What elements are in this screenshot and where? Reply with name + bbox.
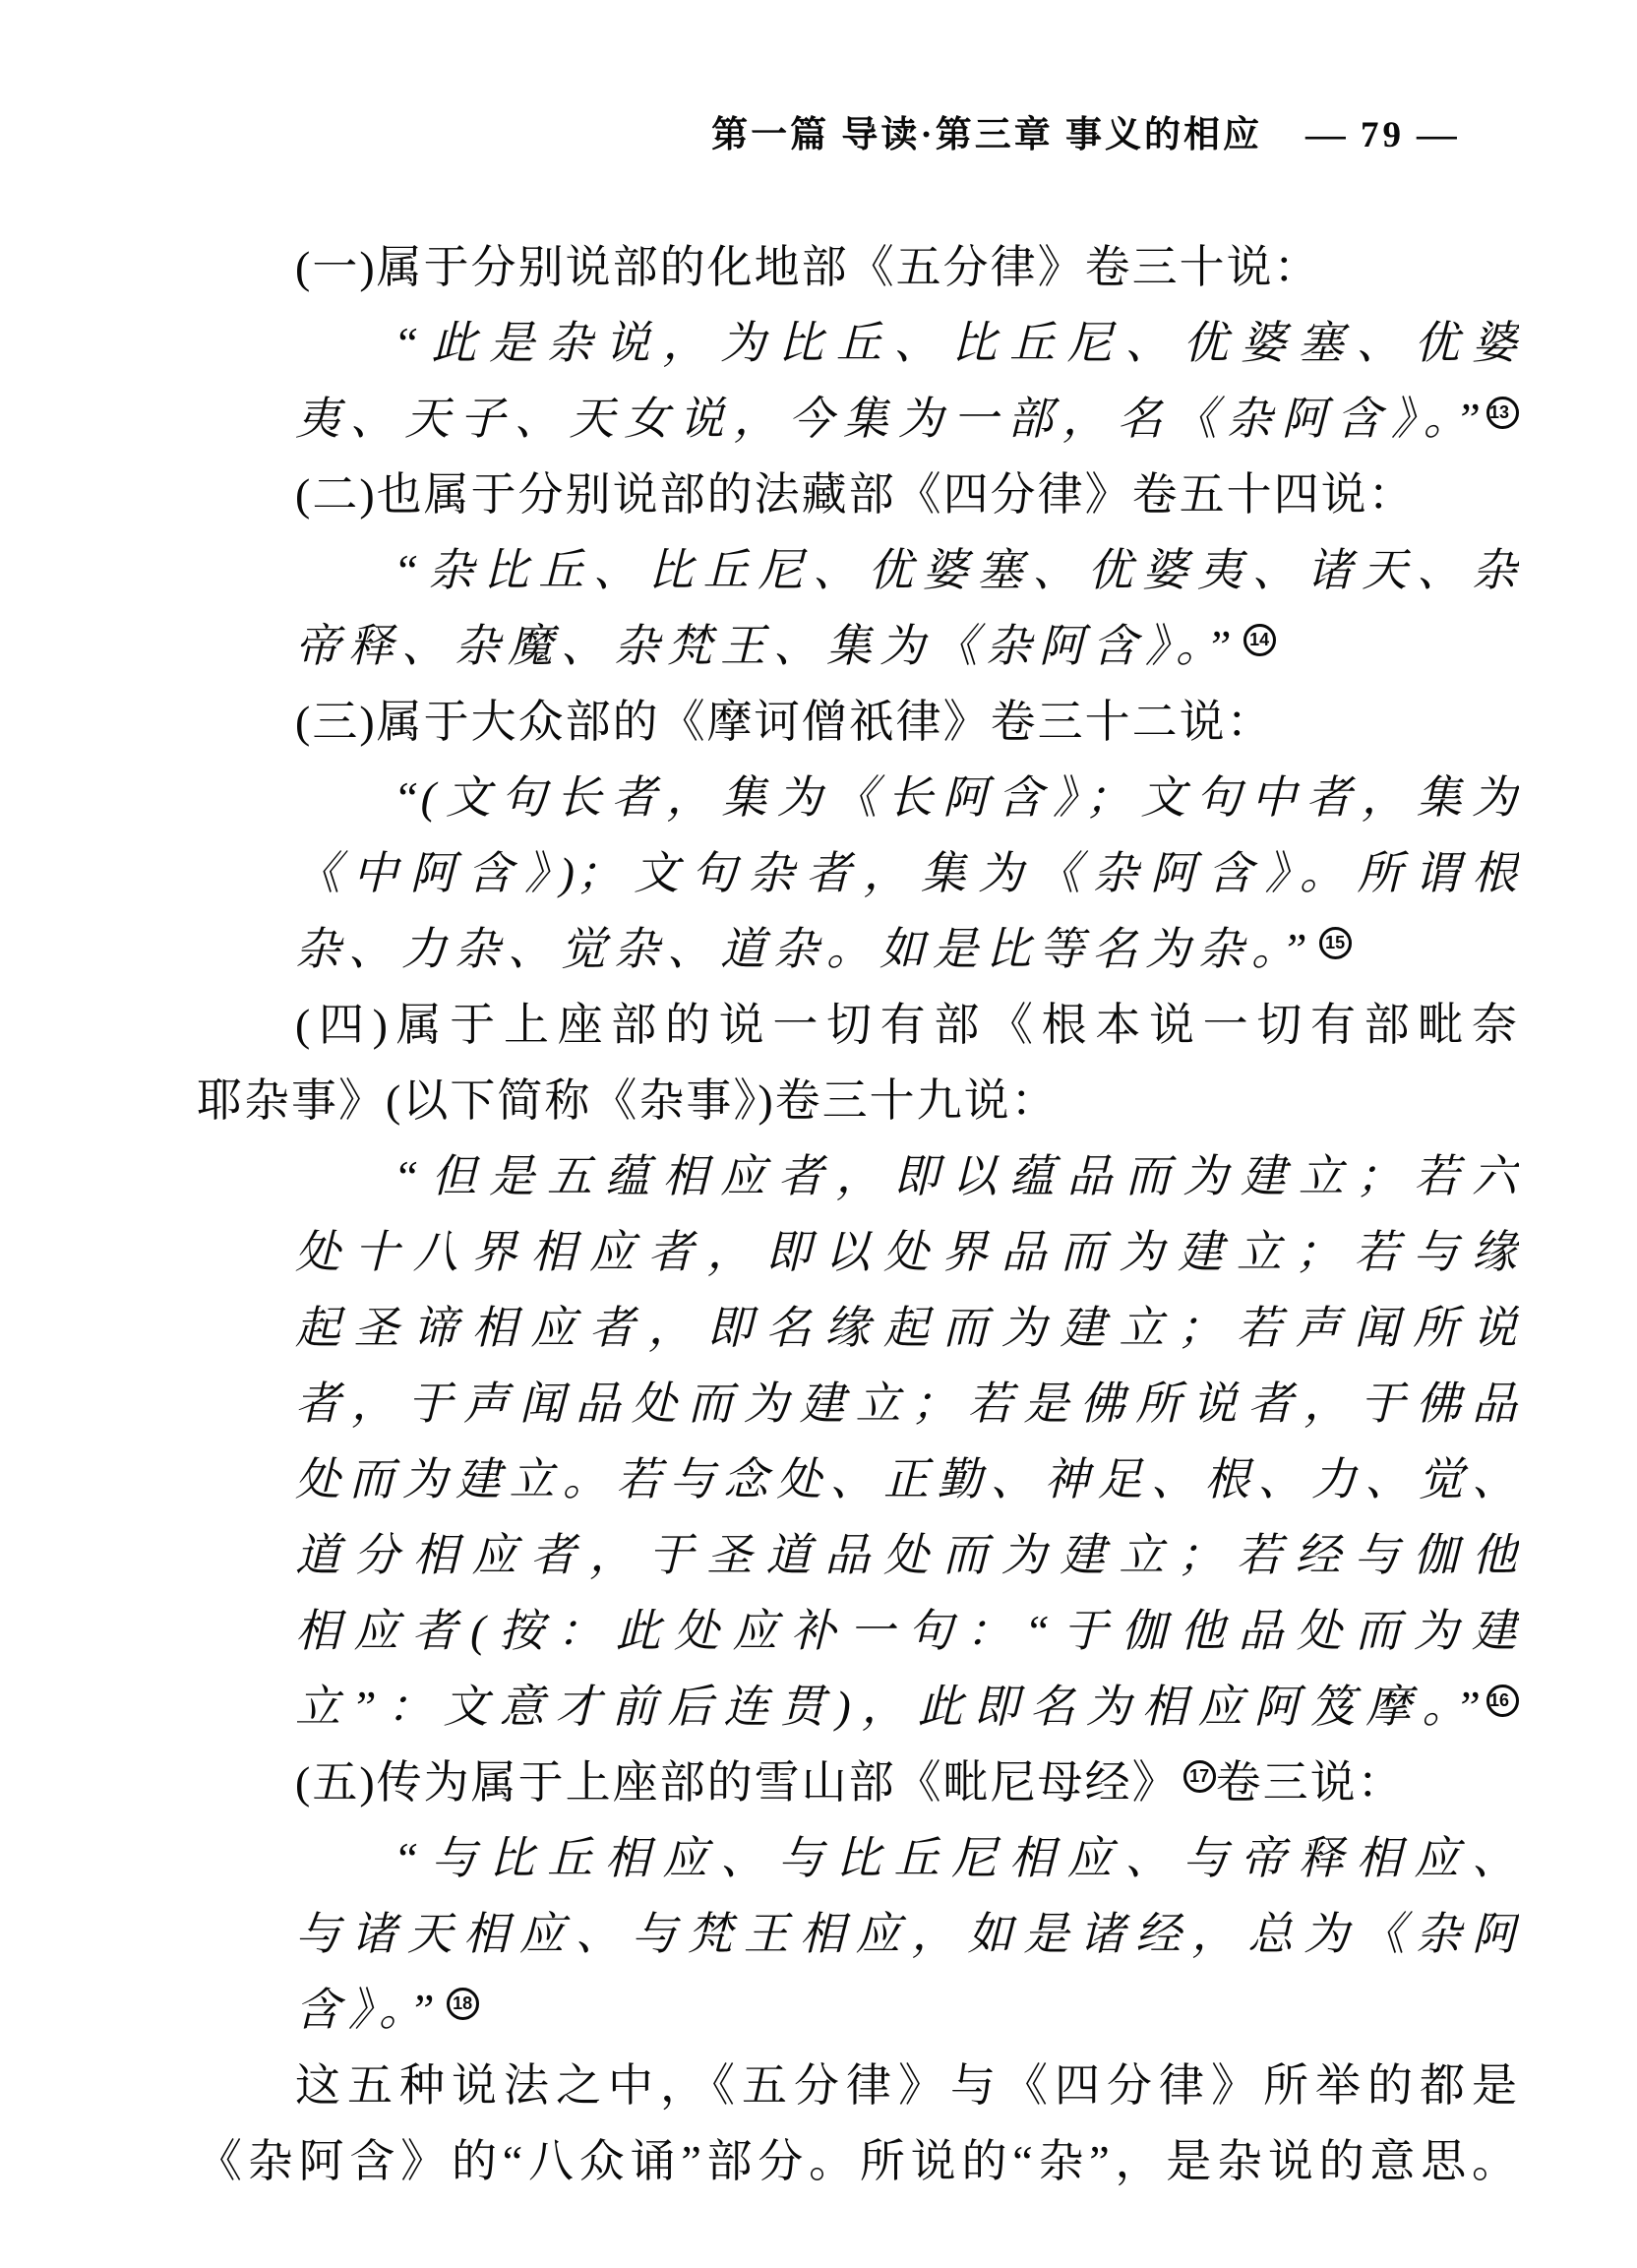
text-segment: “但是五蕴相应者，即以蕴品而为建立；若六 [394, 1151, 1519, 1201]
text-segment: 耶杂事》(以下简称《杂事》)卷三十九说： [197, 1075, 1059, 1126]
text-line [197, 1290, 1519, 1366]
text-segment: “与比丘相应、与比丘尼相应、与帝释相应、 [394, 1833, 1519, 1883]
text-segment: 杂、力杂、觉杂、道杂。如是比等名为杂。” [295, 924, 1315, 974]
body-text-column [197, 229, 1519, 2199]
text-segment: (五)传为属于上座部的雪山部《毗尼母经》 [295, 1757, 1180, 1808]
text-segment: 夷、天子、天女说，今集为一部，名《杂阿含》。” [295, 394, 1483, 444]
text-line [197, 1896, 1519, 1972]
page-number: 79 [1361, 115, 1405, 155]
text-segment: 帝释、杂魔、杂梵王、集为《杂阿含》。” [295, 621, 1240, 671]
text-line [197, 608, 1519, 684]
running-title: 第一篇 导读·第三章 事义的相应 [711, 115, 1262, 155]
page-number-dash-right: — [1417, 115, 1460, 155]
text-line [197, 1593, 1519, 1669]
footnote-marker: 14 [1243, 624, 1276, 656]
text-segment: 者，于声闻品处而为建立；若是佛所说者，于佛品 [295, 1379, 1519, 1429]
text-segment: 与诸天相应、与梵王相应，如是诸经，总为《杂阿 [295, 1909, 1519, 1959]
text-line [197, 1214, 1519, 1290]
page-number-dash-left: — [1305, 115, 1349, 155]
text-segment: 《杂阿含》的“八众诵”部分。所说的“杂”，是杂说的意思。 [197, 2136, 1519, 2186]
text-line [197, 229, 1519, 305]
text-line [197, 1366, 1519, 1441]
text-line [197, 1972, 1519, 2048]
text-line [197, 1063, 1519, 1138]
text-segment: (二)也属于分别说部的法藏部《四分律》卷五十四说： [295, 469, 1416, 520]
text-segment: 卷三说： [1215, 1757, 1405, 1808]
text-segment: (一)属于分别说部的化地部《五分律》卷三十说： [295, 242, 1321, 292]
text-segment: 道分相应者，于圣道品处而为建立；若经与伽他 [295, 1530, 1519, 1580]
text-segment: 处而为建立。若与念处、正勤、神足、根、力、觉、 [295, 1454, 1519, 1504]
text-line [197, 1745, 1519, 1820]
text-segment: “此是杂说，为比丘、比丘尼、优婆塞、优婆 [394, 318, 1519, 368]
text-line [197, 2123, 1519, 2199]
text-line [197, 457, 1519, 532]
text-segment: 含》。” [295, 1985, 443, 2035]
footnote-marker: 17 [1183, 1760, 1216, 1793]
text-line [197, 1517, 1519, 1593]
text-line [197, 987, 1519, 1063]
text-segment: 立”：文意才前后连贯)，此即名为相应阿笈摩。” [295, 1682, 1483, 1732]
text-segment: 处十八界相应者，即以处界品而为建立；若与缘 [295, 1227, 1519, 1277]
text-segment: 《中阿含》)；文句杂者，集为《杂阿含》。所谓根 [295, 848, 1519, 898]
text-segment: (四)属于上座部的说一切有部《根本说一切有部毗奈 [295, 1000, 1519, 1050]
text-segment: “杂比丘、比丘尼、优婆塞、优婆夷、诸天、杂 [394, 545, 1519, 595]
text-line [197, 1441, 1519, 1517]
text-segment: 起圣谛相应者，即名缘起而为建立；若声闻所说 [295, 1303, 1519, 1353]
text-line [197, 381, 1519, 457]
text-line [197, 1669, 1519, 1745]
text-line [197, 684, 1519, 760]
text-segment: 相应者(按：此处应补一句：“于伽他品处而为建 [295, 1606, 1519, 1656]
text-segment: “(文句长者，集为《长阿含》；文句中者，集为 [394, 772, 1519, 823]
text-line [197, 1138, 1519, 1214]
text-line [197, 835, 1519, 911]
footnote-marker: 16 [1486, 1685, 1519, 1717]
footnote-marker: 18 [447, 1988, 479, 2020]
text-line [197, 532, 1519, 608]
text-line [197, 305, 1519, 381]
footnote-marker: 15 [1319, 927, 1352, 959]
text-line [197, 911, 1519, 987]
text-line [197, 1820, 1519, 1896]
text-line [197, 760, 1519, 835]
page-header [0, 104, 1472, 157]
footnote-marker: 13 [1486, 397, 1519, 429]
text-line [197, 2048, 1519, 2123]
text-segment: 这五种说法之中，《五分律》与《四分律》所举的都是 [295, 2060, 1519, 2111]
text-segment: (三)属于大众部的《摩诃僧祇律》卷三十二说： [295, 697, 1274, 747]
